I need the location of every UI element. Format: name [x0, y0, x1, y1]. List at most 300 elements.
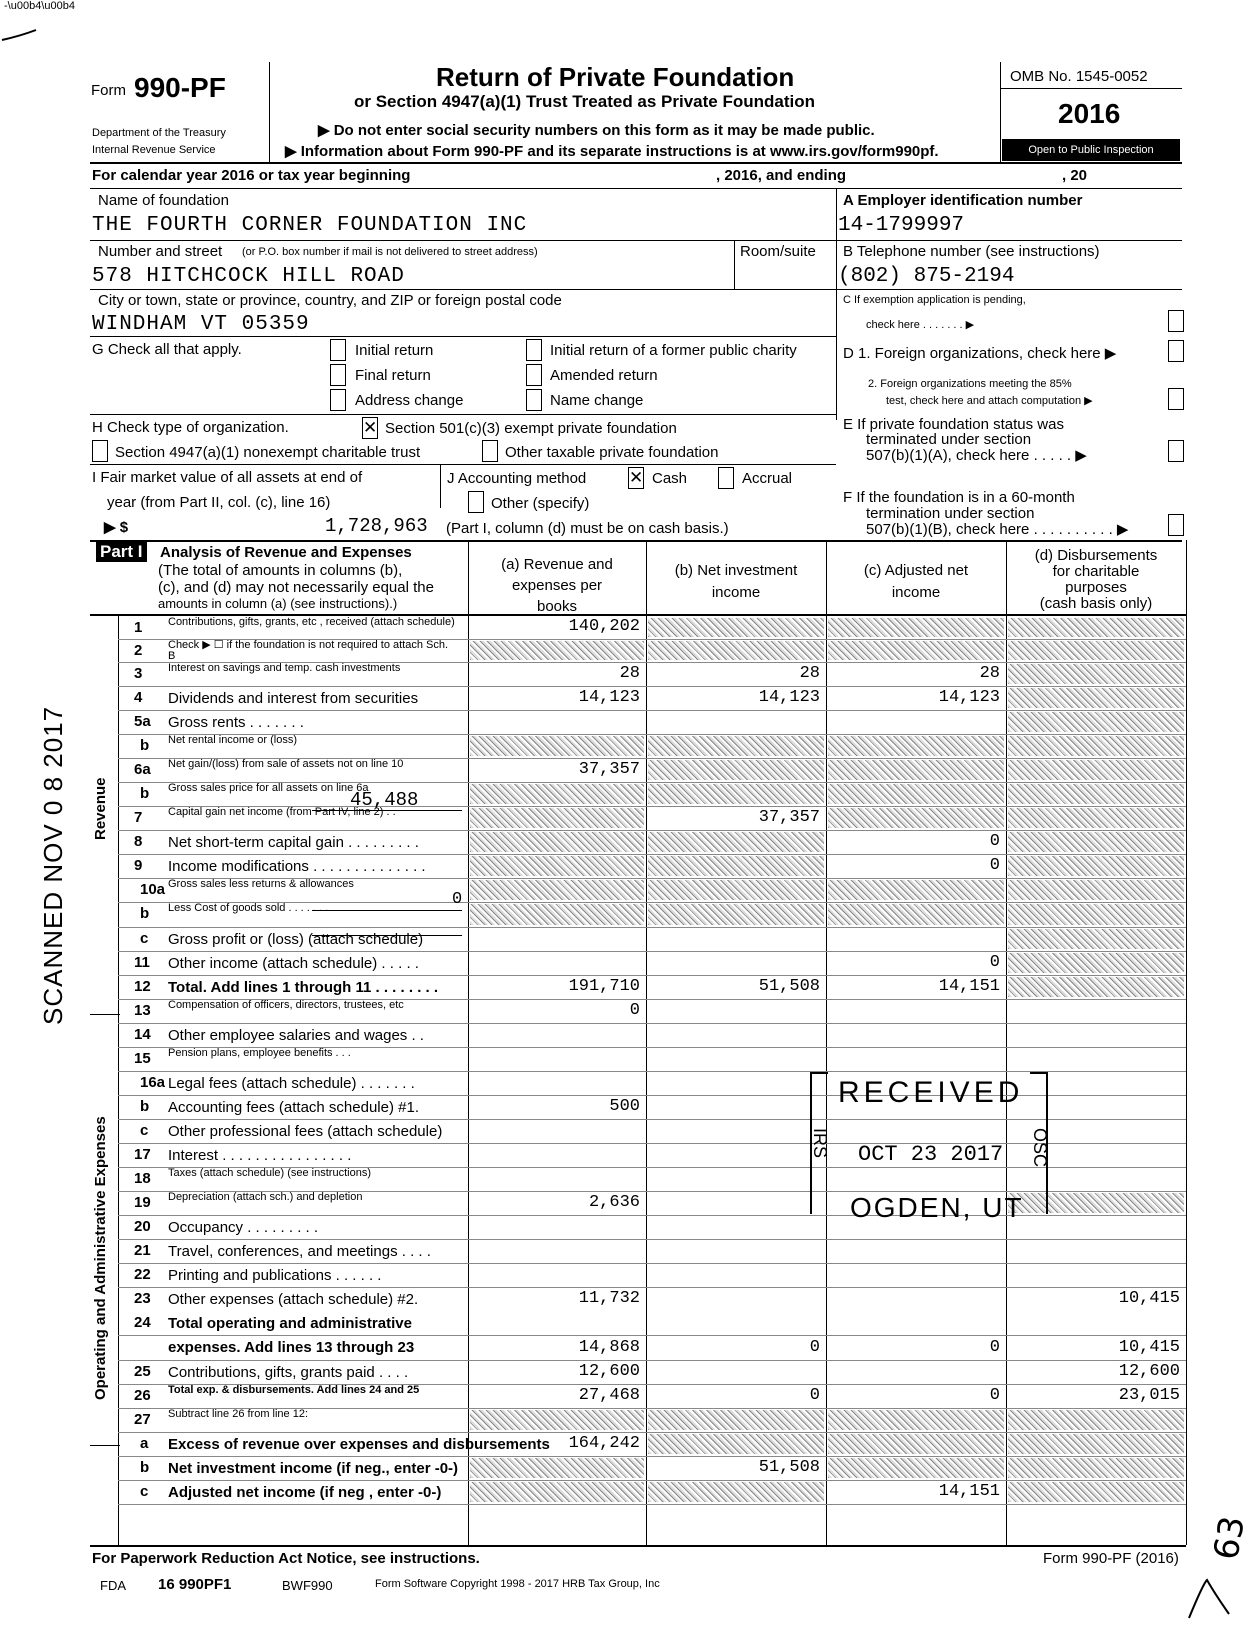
cell-c: 0: [989, 1386, 1000, 1405]
form-code: 16 990PF1: [158, 1576, 232, 1593]
shaded-cell: [648, 1482, 824, 1502]
col-a-line1: (a) Revenue and: [501, 556, 613, 573]
line-number: 9: [134, 857, 143, 874]
cell-a: 0: [629, 1001, 640, 1020]
shaded-cell: [1008, 712, 1184, 732]
initial-former-label: Initial return of a former public charity: [550, 342, 797, 359]
line-label: Compensation of officers, directors, trustees, etc: [168, 999, 404, 1011]
shaded-cell: [828, 808, 1004, 828]
line-number: 27: [134, 1411, 151, 1428]
cell-c: 14,151: [938, 1482, 1000, 1501]
initial-former-checkbox[interactable]: [526, 339, 542, 361]
j-label: J Accounting method: [447, 470, 587, 487]
shaded-cell: [648, 641, 824, 660]
line-label: Subtract line 26 from line 12:: [168, 1408, 309, 1420]
shaded-cell: [1008, 664, 1184, 684]
table-row: [0, 854, 1256, 878]
cell-a: 164,242: [568, 1434, 640, 1453]
line-label: Accounting fees (attach schedule) #1.: [168, 1099, 419, 1116]
cell-b: 0: [809, 1338, 820, 1357]
line-label: Taxes (attach schedule) (see instructions): [168, 1167, 371, 1179]
line-number: c: [140, 1483, 149, 1500]
line-label: Occupancy . . . . . . . . .: [168, 1219, 319, 1236]
f3-label: 507(b)(1)(B), check here . . . . . . . . . . ▶: [866, 521, 1129, 538]
shaded-cell: [470, 856, 644, 876]
city-label: City or town, state or province, country, and ZIP or foreign postal code: [98, 292, 562, 309]
table-row: [0, 1311, 1256, 1335]
table-row: [0, 1215, 1256, 1239]
fmv-value: 1,728,963: [325, 515, 428, 537]
name-change-checkbox[interactable]: [526, 389, 542, 411]
line-label: Gross profit or (loss) (attach schedule): [168, 931, 424, 948]
cell-b: 51,508: [758, 977, 820, 996]
final-return-label: Final return: [355, 367, 431, 384]
cell-a: 37,357: [578, 760, 640, 779]
shaded-cell: [1008, 1434, 1184, 1454]
ein-label: A Employer identification number: [843, 192, 1083, 209]
e3-label: 507(b)(1)(A), check here . . . . . ▶: [866, 447, 1087, 464]
line-number: a: [140, 1435, 149, 1452]
c-exemption-label: C If exemption application is pending,: [843, 294, 1026, 306]
col-d-line2: for charitable: [1052, 563, 1140, 580]
line-label: Adjusted net income (if neg , enter -0-): [168, 1484, 442, 1501]
line-number: c: [140, 1122, 149, 1139]
line-number: 12: [134, 978, 151, 995]
e2-label: terminated under section: [866, 431, 1032, 448]
e-checkbox[interactable]: [1168, 440, 1184, 462]
line-label: Printing and publications . . . . . .: [168, 1267, 382, 1284]
shaded-cell: [470, 1482, 644, 1502]
table-row: [0, 1047, 1256, 1071]
dept-irs: Internal Revenue Service: [92, 144, 216, 156]
line-number: b: [140, 1459, 150, 1476]
omb-number: OMB No. 1545-0052: [1010, 68, 1148, 85]
line-label: Net rental income or (loss): [168, 734, 297, 746]
line-label: Other income (attach schedule) . . . . .: [168, 955, 419, 972]
line-number: 24: [134, 1314, 151, 1331]
shaded-cell: [470, 1458, 644, 1478]
table-row: [0, 1456, 1256, 1480]
line-label: Contributions, gifts, grants, etc , received (attach schedule): [168, 616, 455, 628]
shaded-cell: [828, 1434, 1004, 1454]
cell-b: 14,123: [758, 688, 820, 707]
cell-d: 12,600: [1118, 1362, 1180, 1381]
line-label: Travel, conferences, and meetings . . . .: [168, 1243, 431, 1260]
open-inspection-badge: Open to Public Inspection: [1002, 139, 1180, 161]
table-row: [0, 1095, 1256, 1119]
line-number: 5a: [134, 713, 151, 730]
line-label: Contributions, gifts, grants paid . . . .: [168, 1364, 409, 1381]
shaded-cell: [1008, 929, 1184, 949]
line-label: Excess of revenue over expenses and disbursements: [168, 1436, 550, 1453]
cell-d: 10,415: [1118, 1338, 1180, 1357]
shaded-cell: [648, 904, 824, 925]
line-label: Gross rents . . . . . . .: [168, 714, 304, 731]
shaded-cell: [1008, 784, 1184, 804]
line-label: expenses. Add lines 13 through 23: [168, 1339, 415, 1356]
shaded-cell: [470, 808, 644, 828]
name-change-label: Name change: [550, 392, 644, 409]
cash-label: Cash: [652, 470, 688, 487]
line-label: Dividends and interest from securities: [168, 690, 419, 707]
shaded-cell: [1008, 856, 1184, 876]
tax-year: 2016: [1058, 98, 1121, 129]
line-label: Total exp. & disbursements. Add lines 24 and 25: [168, 1384, 420, 1396]
shaded-cell: [828, 880, 1004, 900]
cell-a: 140,202: [568, 617, 640, 636]
g-label: G Check all that apply.: [92, 341, 242, 358]
initial-return-label: Initial return: [355, 342, 434, 359]
d1-label: D 1. Foreign organizations, check here ▶: [843, 345, 1117, 362]
cell-c: 28: [979, 664, 1000, 683]
line-number: c: [140, 930, 149, 947]
line-label: Depreciation (attach sch.) and depletion: [168, 1191, 363, 1203]
table-row: [0, 927, 1256, 951]
cell-a: 11,732: [578, 1289, 640, 1308]
shaded-cell: [828, 904, 1004, 925]
h-other-checkbox[interactable]: [482, 440, 498, 462]
line-number: 15: [134, 1050, 151, 1067]
form-title: Return of Private Foundation: [436, 62, 795, 92]
shaded-cell: [470, 736, 644, 756]
line-label: Capital gain net income (from Part IV, line 2) . .: [168, 806, 396, 818]
shaded-cell: [648, 760, 824, 780]
table-row: [0, 662, 1256, 686]
f-checkbox[interactable]: [1168, 514, 1184, 536]
line-number: 17: [134, 1146, 151, 1163]
table-row: [0, 710, 1256, 734]
col-a-line3: books: [536, 598, 578, 615]
table-row: [0, 951, 1256, 975]
table-row: [0, 782, 1256, 806]
line-number: 21: [134, 1242, 151, 1259]
line-number: 2: [134, 642, 143, 659]
cell-b: 51,508: [758, 1458, 820, 1477]
form-reference: Form 990-PF (2016): [1043, 1550, 1179, 1567]
cell-c: 0: [989, 832, 1000, 851]
software-copyright: Form Software Copyright 1998 - 2017 HRB Tax Group, Inc: [375, 1578, 660, 1590]
handwritten-note: 63: [1206, 1513, 1254, 1563]
f2-label: termination under section: [866, 505, 1035, 522]
table-row: [0, 758, 1256, 782]
line-label: Income modifications . . . . . . . . . . . . . .: [168, 858, 426, 875]
line-number: b: [140, 737, 150, 754]
h-4947-checkbox[interactable]: [92, 440, 108, 462]
line-number: 6a: [134, 761, 151, 778]
f1-label: F If the foundation is in a 60-month: [843, 489, 1075, 506]
shaded-cell: [648, 618, 824, 637]
cell-a: 28: [619, 664, 640, 683]
line-number: 16a: [140, 1074, 166, 1091]
line-label: Total operating and administrative: [168, 1315, 412, 1332]
cell-a: 500: [609, 1097, 640, 1116]
table-row: [0, 1191, 1256, 1215]
line-number: 22: [134, 1266, 151, 1283]
col-b-line2: income: [711, 584, 761, 601]
cell-a: 27,468: [578, 1386, 640, 1405]
table-row: [0, 1143, 1256, 1167]
cell-d: 10,415: [1118, 1289, 1180, 1308]
cell-c: 14,123: [938, 688, 1000, 707]
line-number: b: [140, 785, 150, 802]
h-501-checkbox[interactable]: ✕: [363, 418, 378, 437]
accrual-label: Accrual: [742, 470, 793, 487]
table-row: [0, 999, 1256, 1023]
shaded-cell: [828, 1410, 1004, 1430]
line-number: 13: [134, 1002, 151, 1019]
other-method-checkbox[interactable]: [468, 491, 484, 513]
shaded-cell: [648, 832, 824, 852]
part1-desc3: amounts in column (a) (see instructions).): [158, 596, 398, 611]
d2a-label: 2. Foreign organizations meeting the 85%: [868, 378, 1072, 390]
stamp-side-left: IRS: [810, 1128, 830, 1159]
cell-c: 0: [989, 953, 1000, 972]
c-exemption-checkbox[interactable]: [1168, 310, 1184, 332]
cell-c: 14,151: [938, 977, 1000, 996]
shaded-cell: [1008, 832, 1184, 852]
shaded-cell: [1008, 953, 1184, 973]
phone-value: (802) 875-2194: [838, 265, 1015, 288]
shaded-cell: [828, 760, 1004, 780]
part1-title: Analysis of Revenue and Expenses: [160, 544, 412, 561]
expenses-side-label: Operating and Administrative Expenses: [92, 1116, 109, 1400]
part1-desc1: (The total of amounts in columns (b),: [158, 562, 403, 579]
h-4947-label: Section 4947(a)(1) nonexempt charitable trust: [115, 444, 421, 461]
gross-sales-6b: 45,488: [350, 789, 419, 811]
gross-sales-10a: 0: [452, 890, 463, 909]
line-label: Net gain/(loss) from sale of assets not on line 10: [168, 758, 404, 770]
shaded-cell: [1008, 736, 1184, 756]
e1-label: E If private foundation status was: [843, 416, 1064, 433]
bwf-code: BWF990: [282, 1578, 333, 1593]
street-value: 578 HITCHCOCK HILL ROAD: [92, 265, 405, 288]
col-d-line1: (d) Disbursements: [1034, 547, 1158, 564]
revenue-side-label: Revenue: [92, 777, 109, 840]
col-c-line2: income: [891, 584, 941, 601]
line-label: Gross sales price for all assets on line 6a: [168, 782, 369, 794]
room-label: Room/suite: [740, 243, 816, 260]
shaded-cell: [1008, 760, 1184, 780]
shaded-cell: [648, 736, 824, 756]
col-c-line1: (c) Adjusted net: [863, 562, 969, 579]
calendar-label: For calendar year 2016 or tax year beginning: [92, 167, 411, 184]
line-number: b: [140, 1098, 150, 1115]
table-row: [0, 1480, 1256, 1504]
table-row: [0, 639, 1256, 662]
shaded-cell: [470, 1410, 644, 1430]
shaded-cell: [470, 784, 644, 804]
table-row: [0, 1023, 1256, 1047]
i3-label: ▶ $: [104, 519, 129, 536]
calendar-mid: , 2016, and ending: [716, 167, 847, 184]
street-label: Number and street: [98, 243, 223, 260]
col-d-line4: (cash basis only): [1039, 595, 1153, 612]
shaded-cell: [1008, 904, 1184, 925]
cell-b: 37,357: [758, 808, 820, 827]
shaded-cell: [470, 832, 644, 852]
line-label: Check ▶ ☐ if the foundation is not required to attach Sch. B: [168, 639, 449, 662]
line-number: b: [140, 905, 150, 922]
col-a-line2: expenses per: [511, 577, 603, 594]
line-label: Other expenses (attach schedule) #2.: [168, 1291, 419, 1308]
col-b-line1: (b) Net investment: [674, 562, 798, 579]
cell-a: 14,868: [578, 1338, 640, 1357]
address-change-checkbox[interactable]: [330, 389, 346, 411]
line-number: 26: [134, 1387, 151, 1404]
calendar-end: , 20: [1062, 167, 1088, 184]
line-label: Other employee salaries and wages . .: [168, 1027, 424, 1044]
line-label: Net investment income (if neg., enter -0-): [168, 1460, 459, 1477]
table-row: [0, 1287, 1256, 1311]
line-number: 20: [134, 1218, 151, 1235]
form-number: 990-PF: [134, 72, 226, 103]
shaded-cell: [648, 856, 824, 876]
form-subtitle: or Section 4947(a)(1) Trust Treated as Private Foundation: [354, 92, 816, 111]
final-return-checkbox[interactable]: [330, 364, 346, 386]
line-number: 4: [134, 689, 143, 706]
shaded-cell: [470, 904, 644, 925]
scanned-stamp: SCANNED NOV 0 8 2017: [38, 705, 68, 1025]
table-row: [0, 1432, 1256, 1456]
table-row: [0, 830, 1256, 854]
form-prefix: Form: [91, 82, 126, 99]
cash-checkbox[interactable]: ✕: [629, 468, 644, 487]
ssn-notice: ▶ Do not enter social security numbers on this form as it may be made public.: [318, 122, 875, 139]
d1-checkbox[interactable]: [1168, 340, 1184, 362]
shaded-cell: [828, 736, 1004, 756]
shaded-cell: [648, 784, 824, 804]
line-label: Legal fees (attach schedule) . . . . . . .: [168, 1075, 415, 1092]
i2-label: year (from Part II, col. (c), line 16): [107, 494, 331, 511]
c-exemption-check-label: check here . . . . . . . ▶: [866, 319, 975, 331]
table-row: [0, 975, 1256, 999]
shaded-cell: [470, 641, 644, 660]
line-number: 18: [134, 1170, 151, 1187]
shaded-cell: [470, 880, 644, 900]
ein-value: 14-1799997: [838, 214, 965, 237]
col-d-line3: purposes: [1065, 579, 1127, 596]
cell-a: 14,123: [578, 688, 640, 707]
table-row: [0, 1119, 1256, 1143]
line-label: Pension plans, employee benefits . . .: [168, 1047, 351, 1059]
h-other-label: Other taxable private foundation: [505, 444, 719, 461]
table-row: [0, 1384, 1256, 1408]
col-c-header: [826, 560, 1006, 604]
line-number: 8: [134, 833, 143, 850]
table-row: [0, 1360, 1256, 1384]
amended-return-checkbox[interactable]: [526, 364, 542, 386]
cell-c: 0: [989, 1338, 1000, 1357]
shaded-cell: [1008, 1482, 1184, 1502]
part1-desc2: (c), and (d) may not necessarily equal the: [158, 579, 434, 596]
line-number: 14: [134, 1026, 151, 1043]
line-label: Total. Add lines 1 through 11 . . . . . . . .: [168, 979, 439, 996]
line-label: Interest . . . . . . . . . . . . . . . .: [168, 1147, 352, 1164]
line-number: 19: [134, 1194, 151, 1211]
address-change-label: Address change: [355, 392, 464, 409]
col-d-header: [1006, 548, 1186, 612]
line-label: Net short-term capital gain . . . . . . . . .: [168, 834, 419, 851]
part1-tag: Part I: [96, 542, 147, 562]
line-label: Less Cost of goods sold . . . . . . .: [168, 902, 329, 914]
table-row: [0, 686, 1256, 710]
table-row: [0, 902, 1256, 927]
shaded-cell: [1008, 618, 1184, 637]
stamp-date: OCT 23 2017: [858, 1142, 1004, 1167]
phone-label: B Telephone number (see instructions): [843, 243, 1100, 260]
stamp-city: OGDEN, UT: [850, 1192, 1024, 1223]
initial-return-checkbox[interactable]: [330, 339, 346, 361]
line-label: Interest on savings and temp. cash investments: [168, 662, 401, 674]
shaded-cell: [1008, 688, 1184, 708]
shaded-cell: [1008, 977, 1184, 997]
col-b-header: [646, 560, 826, 604]
table-row: [0, 878, 1256, 902]
city-value: WINDHAM VT 05359: [92, 313, 310, 336]
table-row: [0, 1239, 1256, 1263]
h-label: H Check type of organization.: [92, 419, 289, 436]
cell-b: 28: [799, 664, 820, 683]
i1-label: I Fair market value of all assets at end of: [92, 469, 363, 486]
paperwork-notice: For Paperwork Reduction Act Notice, see instructions.: [92, 1550, 480, 1567]
corner-scribble: [0, 22, 40, 52]
line-number: 10a: [140, 881, 166, 898]
handwritten-caret: [1185, 1574, 1235, 1624]
table-row: [0, 734, 1256, 758]
col-a-header: [468, 554, 646, 617]
h-501-label: Section 501(c)(3) exempt private foundation: [385, 420, 677, 437]
amended-return-label: Amended return: [550, 367, 658, 384]
corner-mark: -\u00b4\u00b4: [4, 0, 75, 12]
shaded-cell: [1008, 641, 1184, 660]
line-number: 25: [134, 1363, 151, 1380]
shaded-cell: [648, 1410, 824, 1430]
table-row: [0, 616, 1256, 639]
foundation-name: THE FOURTH CORNER FOUNDATION INC: [92, 214, 528, 237]
cell-a: 191,710: [568, 977, 640, 996]
table-row: [0, 1167, 1256, 1191]
shaded-cell: [828, 618, 1004, 637]
other-method-label: Other (specify): [491, 495, 590, 512]
part1-cash-note: (Part I, column (d) must be on cash basis.): [446, 520, 729, 537]
street-note: (or P.O. box number if mail is not delivered to street address): [242, 246, 538, 258]
d2-checkbox[interactable]: [1168, 388, 1184, 410]
accrual-checkbox[interactable]: [718, 467, 734, 489]
line-label: Other professional fees (attach schedule): [168, 1123, 443, 1140]
stamp-received: RECEIVED: [838, 1076, 1024, 1109]
line-number: 7: [134, 809, 143, 826]
received-stamp: [810, 1072, 1050, 1224]
table-row: [0, 1071, 1256, 1095]
stamp-side-right: OSC: [1030, 1128, 1050, 1168]
info-notice: ▶ Information about Form 990-PF and its separate instructions is at www.irs.gov/form990pf.: [285, 143, 939, 160]
line-label: Gross sales less returns & allowances: [168, 878, 354, 890]
line-number: 1: [134, 619, 143, 636]
shaded-cell: [828, 784, 1004, 804]
table-row: [0, 806, 1256, 830]
shaded-cell: [1008, 808, 1184, 828]
table-row: [0, 1335, 1256, 1360]
line-number: 3: [134, 665, 143, 682]
cell-a: 2,636: [588, 1193, 640, 1212]
shaded-cell: [1008, 880, 1184, 900]
fda-code: FDA: [100, 1578, 126, 1593]
cell-b: 0: [809, 1386, 820, 1405]
shaded-cell: [648, 880, 824, 900]
shaded-cell: [1008, 1410, 1184, 1430]
cell-a: 12,600: [578, 1362, 640, 1381]
line-number: 23: [134, 1290, 151, 1307]
